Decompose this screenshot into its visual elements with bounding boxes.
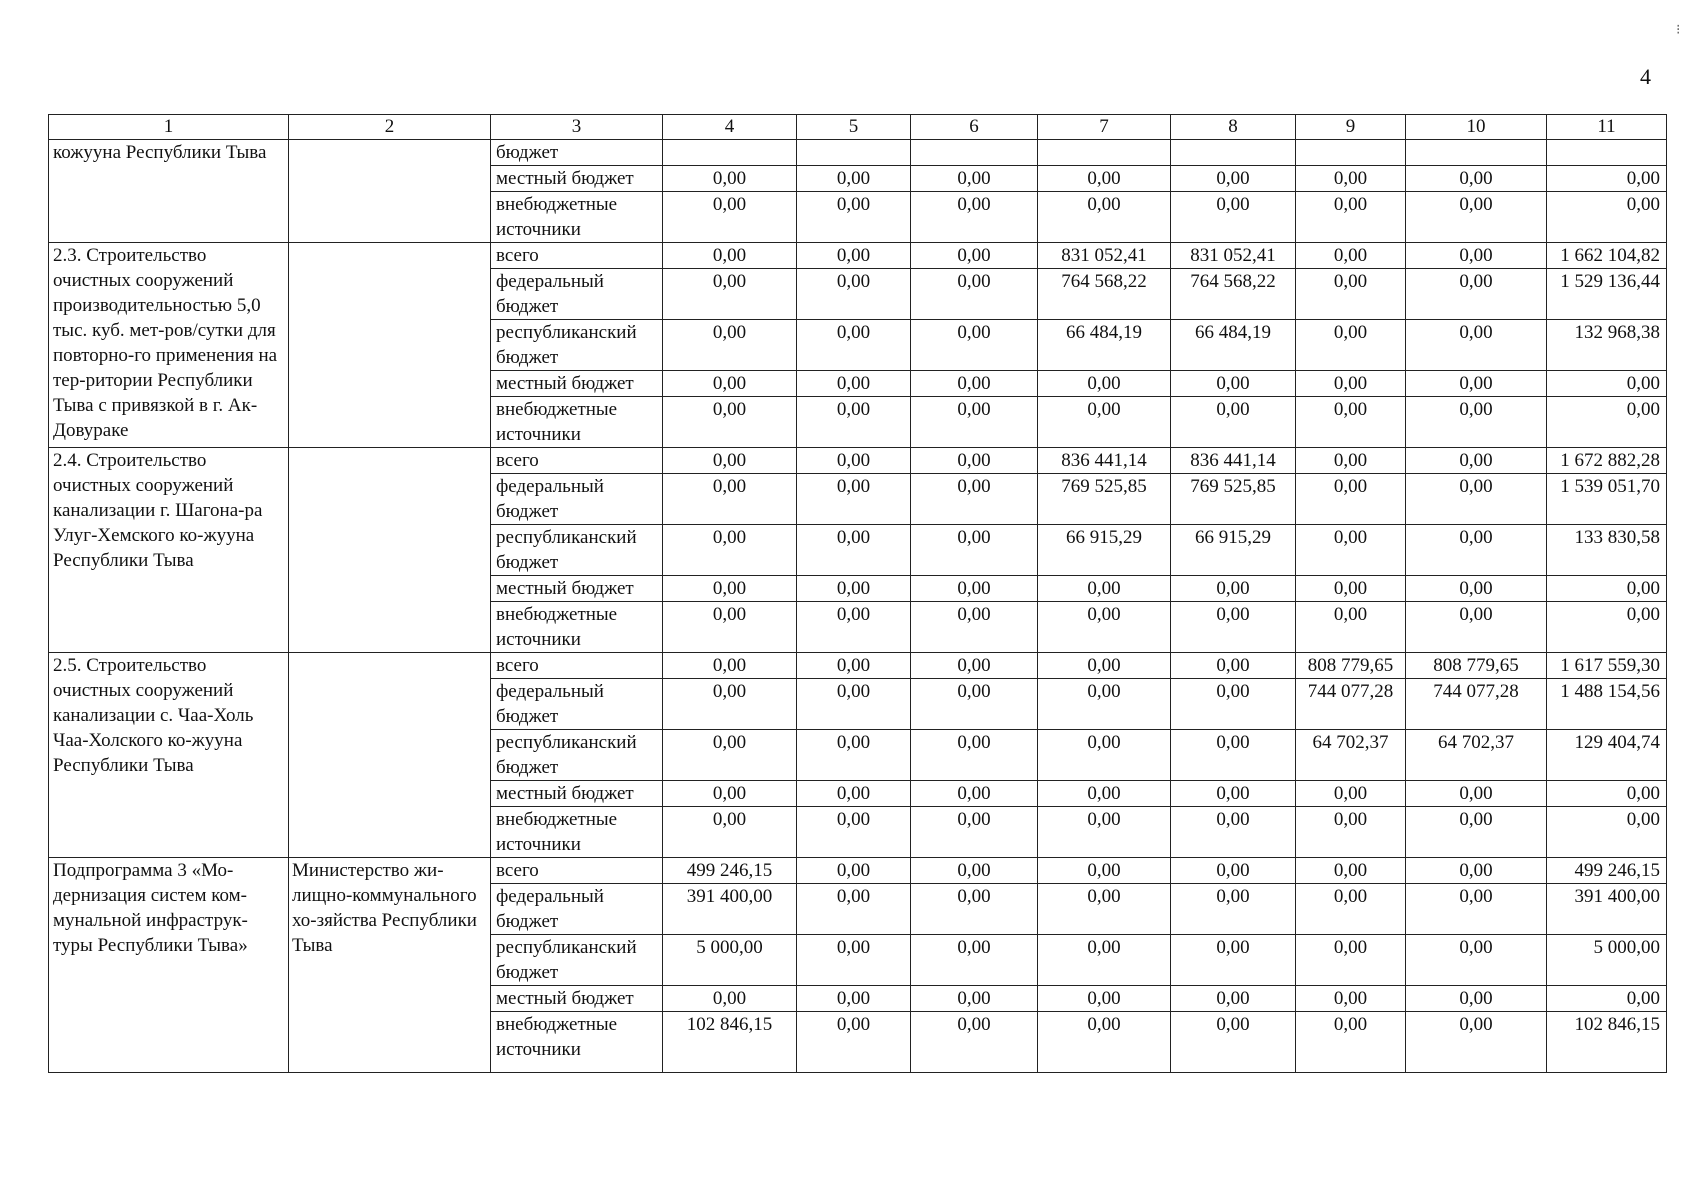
amount-cell: 1 539 051,70 bbox=[1547, 474, 1667, 525]
page-number: 4 bbox=[1640, 64, 1651, 89]
amount-cell bbox=[1296, 140, 1406, 166]
amount-cell: 0,00 bbox=[1406, 1012, 1547, 1073]
amount-cell: 0,00 bbox=[797, 1012, 911, 1073]
funding-source-cell: всего bbox=[491, 653, 663, 679]
amount-cell: 133 830,58 bbox=[1547, 525, 1667, 576]
amount-cell: 0,00 bbox=[1406, 269, 1547, 320]
amount-cell: 0,00 bbox=[1406, 935, 1547, 986]
funding-source-cell: местный бюджет bbox=[491, 781, 663, 807]
activity-name-cell: кожууна Республики Тыва bbox=[49, 140, 289, 243]
amount-cell: 0,00 bbox=[1296, 986, 1406, 1012]
funding-source-cell: местный бюджет bbox=[491, 371, 663, 397]
funding-source-cell: всего bbox=[491, 243, 663, 269]
amount-cell: 66 484,19 bbox=[1171, 320, 1296, 371]
amount-cell: 0,00 bbox=[1038, 986, 1171, 1012]
amount-cell: 0,00 bbox=[1038, 192, 1171, 243]
amount-cell: 0,00 bbox=[1038, 935, 1171, 986]
amount-cell: 0,00 bbox=[1406, 320, 1547, 371]
amount-cell: 0,00 bbox=[1406, 525, 1547, 576]
funding-source-cell: местный бюджет bbox=[491, 576, 663, 602]
amount-cell: 0,00 bbox=[911, 166, 1038, 192]
amount-cell: 0,00 bbox=[797, 653, 911, 679]
column-header: 4 bbox=[663, 115, 797, 140]
budget-table bbox=[48, 114, 1667, 1073]
amount-cell: 0,00 bbox=[663, 986, 797, 1012]
amount-cell: 0,00 bbox=[1547, 371, 1667, 397]
table-row bbox=[49, 243, 1667, 269]
column-header: 5 bbox=[797, 115, 911, 140]
amount-cell: 499 246,15 bbox=[663, 858, 797, 884]
amount-cell: 499 246,15 bbox=[1547, 858, 1667, 884]
amount-cell: 0,00 bbox=[1038, 679, 1171, 730]
amount-cell: 0,00 bbox=[797, 371, 911, 397]
amount-cell: 0,00 bbox=[1406, 781, 1547, 807]
amount-cell: 0,00 bbox=[797, 320, 911, 371]
amount-cell: 0,00 bbox=[1171, 166, 1296, 192]
amount-cell: 0,00 bbox=[1296, 525, 1406, 576]
amount-cell: 0,00 bbox=[797, 192, 911, 243]
amount-cell: 1 672 882,28 bbox=[1547, 448, 1667, 474]
header-row bbox=[49, 115, 1667, 140]
amount-cell: 0,00 bbox=[1406, 807, 1547, 858]
amount-cell: 0,00 bbox=[797, 858, 911, 884]
funding-source-cell: внебюджетные источники bbox=[491, 807, 663, 858]
amount-cell: 0,00 bbox=[797, 474, 911, 525]
amount-cell: 0,00 bbox=[911, 602, 1038, 653]
amount-cell: 831 052,41 bbox=[1038, 243, 1171, 269]
amount-cell: 0,00 bbox=[1171, 781, 1296, 807]
amount-cell: 0,00 bbox=[1171, 397, 1296, 448]
amount-cell: 764 568,22 bbox=[1171, 269, 1296, 320]
funding-source-cell: местный бюджет bbox=[491, 986, 663, 1012]
amount-cell: 0,00 bbox=[1406, 474, 1547, 525]
amount-cell: 0,00 bbox=[911, 243, 1038, 269]
amount-cell: 0,00 bbox=[1547, 602, 1667, 653]
amount-cell: 0,00 bbox=[663, 576, 797, 602]
funding-source-cell: республиканский бюджет bbox=[491, 730, 663, 781]
amount-cell: 0,00 bbox=[1038, 576, 1171, 602]
scan-mark: ⁝ bbox=[1676, 23, 1681, 38]
amount-cell: 0,00 bbox=[911, 371, 1038, 397]
amount-cell bbox=[797, 140, 911, 166]
amount-cell: 1 662 104,82 bbox=[1547, 243, 1667, 269]
amount-cell bbox=[1038, 140, 1171, 166]
amount-cell: 0,00 bbox=[1296, 269, 1406, 320]
amount-cell: 0,00 bbox=[1296, 320, 1406, 371]
amount-cell: 0,00 bbox=[797, 243, 911, 269]
funding-source-cell: федеральный бюджет bbox=[491, 679, 663, 730]
amount-cell: 391 400,00 bbox=[1547, 884, 1667, 935]
amount-cell: 0,00 bbox=[797, 986, 911, 1012]
amount-cell: 0,00 bbox=[911, 858, 1038, 884]
amount-cell: 0,00 bbox=[1296, 448, 1406, 474]
amount-cell: 0,00 bbox=[1171, 192, 1296, 243]
activity-name-cell: 2.4. Строительство очистных сооружений канализации г. Шагона-ра Улуг-Хемского ко-жууна Республики Тыва bbox=[49, 448, 289, 653]
funding-source-cell: всего bbox=[491, 448, 663, 474]
amount-cell: 5 000,00 bbox=[1547, 935, 1667, 986]
amount-cell: 764 568,22 bbox=[1038, 269, 1171, 320]
amount-cell: 0,00 bbox=[1296, 807, 1406, 858]
amount-cell: 0,00 bbox=[911, 730, 1038, 781]
column-header: 10 bbox=[1406, 115, 1547, 140]
column-header: 3 bbox=[491, 115, 663, 140]
amount-cell: 0,00 bbox=[1296, 602, 1406, 653]
amount-cell: 0,00 bbox=[1547, 576, 1667, 602]
amount-cell: 836 441,14 bbox=[1038, 448, 1171, 474]
amount-cell bbox=[1406, 140, 1547, 166]
amount-cell: 744 077,28 bbox=[1406, 679, 1547, 730]
executor-cell bbox=[289, 448, 491, 653]
funding-source-cell: местный бюджет bbox=[491, 166, 663, 192]
activity-name-cell: 2.3. Строительство очистных сооружений производительностью 5,0 тыс. куб. мет-ров/сутки для повторно-го применения на тер-ритории Республики Тыва с привязкой в г. Ак-Довураке bbox=[49, 243, 289, 448]
amount-cell: 0,00 bbox=[663, 781, 797, 807]
table-row bbox=[49, 448, 1667, 474]
amount-cell: 0,00 bbox=[797, 807, 911, 858]
amount-cell: 0,00 bbox=[1296, 192, 1406, 243]
amount-cell: 0,00 bbox=[1296, 166, 1406, 192]
amount-cell: 836 441,14 bbox=[1171, 448, 1296, 474]
amount-cell: 0,00 bbox=[1296, 781, 1406, 807]
amount-cell: 0,00 bbox=[797, 269, 911, 320]
amount-cell: 0,00 bbox=[1406, 576, 1547, 602]
funding-source-cell: республиканский бюджет bbox=[491, 320, 663, 371]
amount-cell: 808 779,65 bbox=[1406, 653, 1547, 679]
amount-cell: 0,00 bbox=[1038, 1012, 1171, 1073]
activity-name-cell: Подпрограмма 3 «Мо-дернизация систем ком-мунальной инфраструк-туры Республики Тыва» bbox=[49, 858, 289, 1073]
amount-cell: 0,00 bbox=[911, 679, 1038, 730]
amount-cell: 5 000,00 bbox=[663, 935, 797, 986]
amount-cell: 0,00 bbox=[911, 269, 1038, 320]
amount-cell: 0,00 bbox=[663, 320, 797, 371]
amount-cell: 0,00 bbox=[1547, 192, 1667, 243]
amount-cell: 0,00 bbox=[911, 1012, 1038, 1073]
amount-cell: 769 525,85 bbox=[1171, 474, 1296, 525]
amount-cell: 0,00 bbox=[911, 884, 1038, 935]
amount-cell: 0,00 bbox=[1171, 807, 1296, 858]
amount-cell: 0,00 bbox=[1406, 371, 1547, 397]
amount-cell: 0,00 bbox=[797, 397, 911, 448]
amount-cell: 0,00 bbox=[1171, 935, 1296, 986]
amount-cell: 0,00 bbox=[1038, 166, 1171, 192]
amount-cell: 808 779,65 bbox=[1296, 653, 1406, 679]
table-row bbox=[49, 653, 1667, 679]
amount-cell: 0,00 bbox=[911, 576, 1038, 602]
amount-cell: 0,00 bbox=[663, 807, 797, 858]
amount-cell: 0,00 bbox=[663, 525, 797, 576]
amount-cell: 132 968,38 bbox=[1547, 320, 1667, 371]
executor-cell bbox=[289, 653, 491, 858]
table-header bbox=[49, 115, 1667, 140]
column-header: 1 bbox=[49, 115, 289, 140]
activity-name-cell: 2.5. Строительство очистных сооружений канализации с. Чаа-Холь Чаа-Холского ко-жууна Республики Тыва bbox=[49, 653, 289, 858]
amount-cell: 0,00 bbox=[797, 576, 911, 602]
funding-source-cell: всего bbox=[491, 858, 663, 884]
amount-cell: 0,00 bbox=[1171, 858, 1296, 884]
amount-cell: 0,00 bbox=[1547, 781, 1667, 807]
amount-cell: 64 702,37 bbox=[1406, 730, 1547, 781]
amount-cell: 0,00 bbox=[663, 269, 797, 320]
amount-cell: 0,00 bbox=[663, 243, 797, 269]
amount-cell: 0,00 bbox=[911, 474, 1038, 525]
amount-cell: 0,00 bbox=[911, 320, 1038, 371]
amount-cell: 0,00 bbox=[663, 474, 797, 525]
amount-cell: 0,00 bbox=[663, 602, 797, 653]
table-row bbox=[49, 858, 1667, 884]
amount-cell: 0,00 bbox=[911, 192, 1038, 243]
amount-cell: 129 404,74 bbox=[1547, 730, 1667, 781]
amount-cell: 0,00 bbox=[1406, 397, 1547, 448]
table-body bbox=[49, 140, 1667, 1073]
amount-cell: 0,00 bbox=[911, 781, 1038, 807]
amount-cell: 0,00 bbox=[663, 679, 797, 730]
amount-cell: 66 484,19 bbox=[1038, 320, 1171, 371]
amount-cell: 0,00 bbox=[1038, 730, 1171, 781]
amount-cell bbox=[663, 140, 797, 166]
amount-cell: 0,00 bbox=[797, 602, 911, 653]
funding-source-cell: внебюджетные источники bbox=[491, 602, 663, 653]
amount-cell: 0,00 bbox=[663, 371, 797, 397]
amount-cell: 0,00 bbox=[1171, 576, 1296, 602]
amount-cell: 0,00 bbox=[797, 884, 911, 935]
amount-cell: 0,00 bbox=[1406, 166, 1547, 192]
amount-cell: 0,00 bbox=[1171, 653, 1296, 679]
amount-cell: 0,00 bbox=[1296, 1012, 1406, 1073]
amount-cell: 0,00 bbox=[663, 166, 797, 192]
amount-cell: 0,00 bbox=[1171, 730, 1296, 781]
amount-cell: 0,00 bbox=[663, 192, 797, 243]
amount-cell: 0,00 bbox=[1038, 858, 1171, 884]
amount-cell: 1 529 136,44 bbox=[1547, 269, 1667, 320]
amount-cell: 0,00 bbox=[1406, 243, 1547, 269]
amount-cell: 0,00 bbox=[911, 397, 1038, 448]
amount-cell bbox=[1547, 140, 1667, 166]
amount-cell: 0,00 bbox=[1547, 166, 1667, 192]
funding-source-cell: внебюджетные источники bbox=[491, 1012, 663, 1073]
amount-cell: 66 915,29 bbox=[1038, 525, 1171, 576]
amount-cell: 0,00 bbox=[1038, 653, 1171, 679]
amount-cell: 0,00 bbox=[1038, 781, 1171, 807]
amount-cell: 0,00 bbox=[911, 986, 1038, 1012]
amount-cell: 0,00 bbox=[911, 807, 1038, 858]
amount-cell: 0,00 bbox=[1038, 884, 1171, 935]
amount-cell: 102 846,15 bbox=[663, 1012, 797, 1073]
funding-source-cell: республиканский бюджет bbox=[491, 935, 663, 986]
amount-cell: 0,00 bbox=[1406, 448, 1547, 474]
table-row bbox=[49, 140, 1667, 166]
amount-cell: 0,00 bbox=[663, 653, 797, 679]
amount-cell: 0,00 bbox=[1296, 576, 1406, 602]
amount-cell: 0,00 bbox=[1547, 986, 1667, 1012]
column-header: 6 bbox=[911, 115, 1038, 140]
column-header: 11 bbox=[1547, 115, 1667, 140]
amount-cell: 1 617 559,30 bbox=[1547, 653, 1667, 679]
amount-cell: 0,00 bbox=[1406, 192, 1547, 243]
funding-source-cell: бюджет bbox=[491, 140, 663, 166]
amount-cell: 0,00 bbox=[663, 448, 797, 474]
amount-cell: 0,00 bbox=[911, 653, 1038, 679]
amount-cell: 0,00 bbox=[1171, 884, 1296, 935]
funding-source-cell: федеральный бюджет bbox=[491, 474, 663, 525]
executor-cell bbox=[289, 243, 491, 448]
amount-cell bbox=[1171, 140, 1296, 166]
amount-cell: 0,00 bbox=[1406, 602, 1547, 653]
amount-cell: 0,00 bbox=[1547, 807, 1667, 858]
executor-cell: Министерство жи-лищно-коммунального хо-зяйства Республики Тыва bbox=[289, 858, 491, 1073]
amount-cell: 0,00 bbox=[797, 166, 911, 192]
column-header: 7 bbox=[1038, 115, 1171, 140]
amount-cell: 831 052,41 bbox=[1171, 243, 1296, 269]
amount-cell: 0,00 bbox=[1038, 807, 1171, 858]
amount-cell bbox=[911, 140, 1038, 166]
amount-cell: 1 488 154,56 bbox=[1547, 679, 1667, 730]
amount-cell: 0,00 bbox=[1296, 858, 1406, 884]
amount-cell: 102 846,15 bbox=[1547, 1012, 1667, 1073]
funding-source-cell: внебюджетные источники bbox=[491, 397, 663, 448]
funding-source-cell: республиканский бюджет bbox=[491, 525, 663, 576]
amount-cell: 0,00 bbox=[1296, 243, 1406, 269]
amount-cell: 0,00 bbox=[1406, 858, 1547, 884]
amount-cell: 0,00 bbox=[663, 730, 797, 781]
amount-cell: 0,00 bbox=[797, 935, 911, 986]
amount-cell: 0,00 bbox=[1296, 884, 1406, 935]
executor-cell bbox=[289, 140, 491, 243]
funding-source-cell: внебюджетные источники bbox=[491, 192, 663, 243]
amount-cell: 0,00 bbox=[1038, 371, 1171, 397]
column-header: 9 bbox=[1296, 115, 1406, 140]
column-header: 2 bbox=[289, 115, 491, 140]
funding-source-cell: федеральный бюджет bbox=[491, 269, 663, 320]
amount-cell: 0,00 bbox=[1296, 935, 1406, 986]
amount-cell: 0,00 bbox=[911, 935, 1038, 986]
amount-cell: 0,00 bbox=[1296, 397, 1406, 448]
amount-cell: 744 077,28 bbox=[1296, 679, 1406, 730]
amount-cell: 0,00 bbox=[1406, 986, 1547, 1012]
amount-cell: 0,00 bbox=[797, 525, 911, 576]
amount-cell: 0,00 bbox=[1038, 602, 1171, 653]
amount-cell: 64 702,37 bbox=[1296, 730, 1406, 781]
funding-source-cell: федеральный бюджет bbox=[491, 884, 663, 935]
amount-cell: 0,00 bbox=[797, 781, 911, 807]
amount-cell: 0,00 bbox=[1171, 679, 1296, 730]
amount-cell: 0,00 bbox=[1171, 602, 1296, 653]
amount-cell: 0,00 bbox=[663, 397, 797, 448]
amount-cell: 0,00 bbox=[911, 525, 1038, 576]
amount-cell: 0,00 bbox=[797, 679, 911, 730]
amount-cell: 0,00 bbox=[1038, 397, 1171, 448]
amount-cell: 0,00 bbox=[1171, 986, 1296, 1012]
amount-cell: 391 400,00 bbox=[663, 884, 797, 935]
amount-cell: 0,00 bbox=[1296, 371, 1406, 397]
amount-cell: 769 525,85 bbox=[1038, 474, 1171, 525]
amount-cell: 0,00 bbox=[1547, 397, 1667, 448]
amount-cell: 66 915,29 bbox=[1171, 525, 1296, 576]
amount-cell: 0,00 bbox=[797, 448, 911, 474]
amount-cell: 0,00 bbox=[1406, 884, 1547, 935]
amount-cell: 0,00 bbox=[1296, 474, 1406, 525]
column-header: 8 bbox=[1171, 115, 1296, 140]
amount-cell: 0,00 bbox=[797, 730, 911, 781]
amount-cell: 0,00 bbox=[1171, 371, 1296, 397]
amount-cell: 0,00 bbox=[1171, 1012, 1296, 1073]
amount-cell: 0,00 bbox=[911, 448, 1038, 474]
